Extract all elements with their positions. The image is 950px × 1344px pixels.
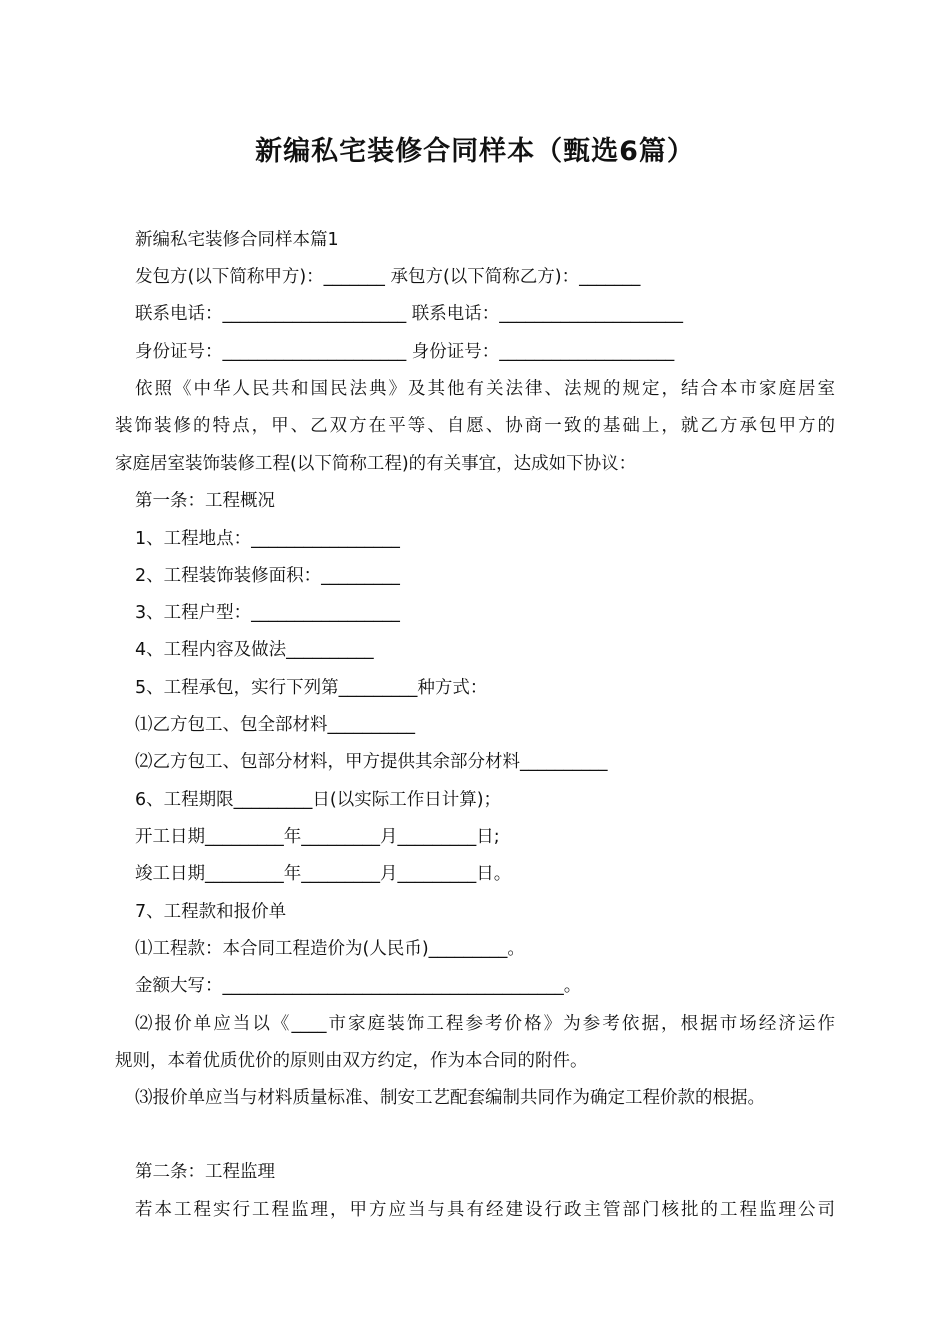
- article-heading: 第二条：工程监理: [135, 1162, 275, 1182]
- paragraph-line: 家庭居室装饰装修工程(以下简称工程)的有关事宜，达成如下协议：: [115, 454, 637, 474]
- paragraph-line: 规则，本着优质优价的原则由双方约定，作为本合同的附件。: [115, 1051, 588, 1071]
- list-item: 2、工程装饰装修面积：_________: [135, 566, 400, 586]
- list-item: 竣工日期_________年_________月_________日。: [135, 864, 512, 884]
- list-item: 7、工程款和报价单: [135, 902, 287, 922]
- id-line: 身份证号：_____________________ 身份证号：____________________: [135, 342, 675, 362]
- paragraph-line: 若本工程实行工程监理，甲方应当与具有经建设行政主管部门核批的工程监理公司: [135, 1200, 835, 1220]
- list-item: 3、工程户型：_________________: [135, 603, 400, 623]
- list-item: ⑴工程款：本合同工程造价为(人民币)_________。: [135, 939, 525, 959]
- paragraph-line: ⑵报价单应当以《____市家庭装饰工程参考价格》为参考依据，根据市场经济运作: [135, 1014, 835, 1034]
- list-item: 6、工程期限_________日(以实际工作日计算)；: [135, 790, 502, 810]
- section-heading: 新编私宅装修合同样本篇1: [135, 230, 339, 250]
- paragraph-line: ⑶报价单应当与材料质量标准、制安工艺配套编制共同作为确定工程价款的根据。: [135, 1088, 765, 1108]
- list-item: ⑴乙方包工、包全部材料__________: [135, 715, 415, 735]
- list-item: 1、工程地点：_________________: [135, 529, 400, 549]
- list-item: 开工日期_________年_________月_________日;: [135, 827, 500, 847]
- paragraph-line: 装饰装修的特点，甲、乙双方在平等、自愿、协商一致的基础上，就乙方承包甲方的: [115, 416, 835, 436]
- document-title: 新编私宅装修合同样本（甄选6篇）: [255, 136, 695, 167]
- list-item: 5、工程承包，实行下列第_________种方式：: [135, 678, 488, 698]
- party-line: 发包方(以下简称甲方)：_______ 承包方(以下简称乙方)：_______: [135, 267, 641, 287]
- phone-line: 联系电话：_____________________ 联系电话：_____________________: [135, 304, 684, 324]
- list-item: 金额大写：_______________________________________。: [135, 976, 582, 996]
- list-item: ⑵乙方包工、包部分材料，甲方提供其余部分材料__________: [135, 752, 608, 772]
- paragraph-line: 依照《中华人民共和国民法典》及其他有关法律、法规的规定，结合本市家庭居室: [135, 379, 835, 399]
- list-item: 4、工程内容及做法__________: [135, 640, 374, 660]
- article-heading: 第一条：工程概况: [135, 491, 275, 511]
